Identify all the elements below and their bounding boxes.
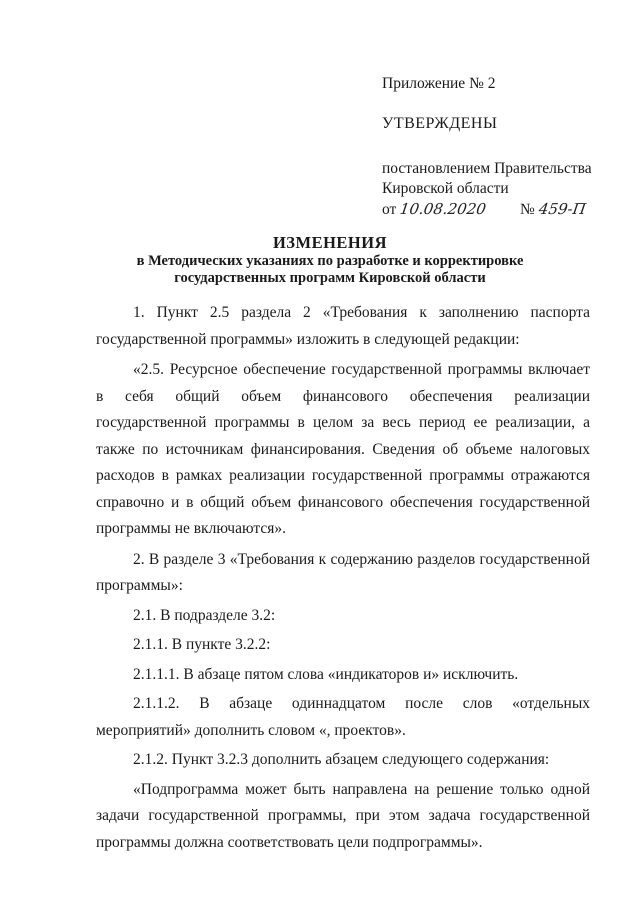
paragraph-2: «2.5. Ресурсное обеспечение государственной программы включает в себя общий объем финансового обеспечения реализации государственной программы в целом за весь период ее реализации, а также по источникам финансирования. Сведения об объеме налоговых расходов в рамках реализации государственной программы отражаются справочно и в общий объем финансового обеспечения государственной программы не включаются». (96, 361, 590, 537)
appendix-label: Приложение № 2 (382, 75, 496, 92)
paragraph-6: 2.1.1.1. В абзаце пятом слова «индикаторов и» исключить. (133, 665, 519, 683)
document-title (60, 233, 600, 287)
title-heading: ИЗМЕНЕНИЯ (272, 233, 388, 252)
paragraph-1: 1. Пункт 2.5 раздела 2 «Требования к заполнению паспорта государственной программы» изложить в следующей редакции: (96, 304, 590, 348)
resolution-line: постановлением Правительства (382, 160, 592, 177)
paragraph-3: 2. В разделе 3 «Требования к содержанию разделов государственной программы»: (96, 550, 590, 594)
title-subtitle-line1: в Методических указаниях по разработке и корректировке (136, 253, 524, 269)
approval-block (382, 74, 622, 220)
region-line: Кировской области (382, 180, 509, 197)
number-prefix: № (519, 201, 535, 218)
date-prefix: от (382, 201, 397, 218)
paragraph-5: 2.1.1. В пункте 3.2.2: (133, 636, 271, 653)
document-body (96, 300, 590, 856)
title-subtitle-line2: государственных программ Кировской области (174, 270, 486, 286)
paragraph-9: «Подпрограмма может быть направлена на решение только одной задачи государственной программы, при этом задача государственной программы должна соответствовать цели подпрограммы». (96, 780, 590, 851)
paragraph-8: 2.1.2. Пункт 3.2.3 дополнить абзацем следующего содержания: (133, 751, 550, 768)
date-number-line (382, 199, 622, 220)
paragraph-4: 2.1. В подразделе 3.2: (133, 606, 276, 624)
approved-label: УТВЕРЖДЕНЫ (382, 115, 498, 132)
paragraph-7: 2.1.1.2. В абзаце одиннадцатом после слов «отдельных мероприятий» дополнить словом «, проектов». (96, 695, 590, 739)
handwritten-date: 10.08.2020 (398, 200, 488, 218)
handwritten-number: 459-П (537, 200, 587, 218)
